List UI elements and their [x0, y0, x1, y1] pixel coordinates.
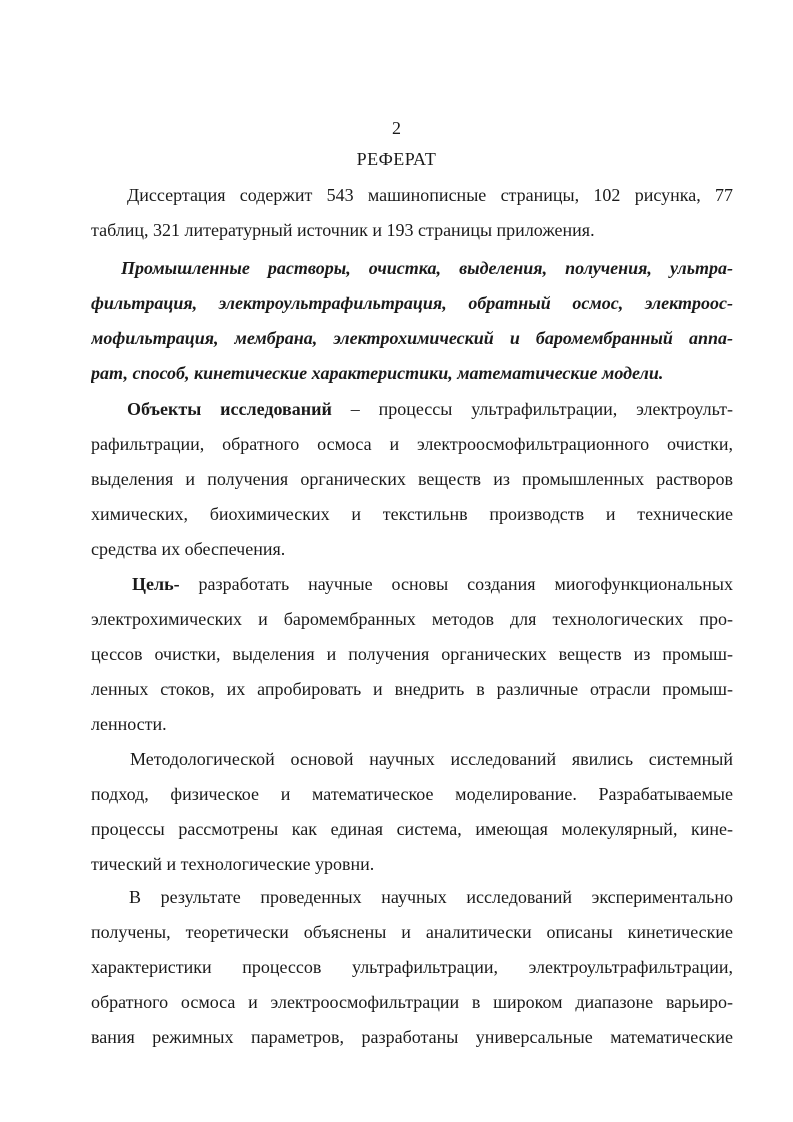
text-line: вания режимных параметров, разработаны универсальные математические	[91, 1027, 733, 1047]
text-line: ленности.	[91, 714, 167, 734]
keywords-line: Промышленные растворы, очистка, выделения, получения, ультра-	[121, 258, 733, 278]
text-line: средства их обеспечения.	[91, 539, 286, 559]
text-line: рафильтрации, обратного осмоса и электроосмофильтрационного очистки,	[91, 434, 733, 454]
objects-label: Объекты исследований	[127, 399, 332, 419]
text-line: ленных стоков, их апробировать и внедрить в различные отрасли промыш-	[91, 679, 733, 699]
text-line: выделения и получения органических веществ из промышленных растворов	[91, 469, 733, 489]
goal-first-line-text: разработать научные основы создания миогофункциональных	[179, 574, 733, 594]
text-line: В результате проведенных научных исследований экспериментально	[129, 887, 733, 907]
text-line: характеристики процессов ультрафильтрации, электроультрафильтрации,	[91, 957, 733, 977]
text-line: подход, физическое и математическое моделирование. Разрабатываемые	[91, 784, 733, 804]
text-line: обратного осмоса и электроосмофильтрации в широком диапазоне варьиро-	[91, 992, 733, 1012]
text-line: получены, теоретически объяснены и аналитически описаны кинетические	[91, 922, 733, 942]
text-line: Диссертация содержит 543 машинописные страницы, 102 рисунка, 77	[127, 185, 733, 205]
page-number: 2	[392, 118, 401, 138]
keywords-line: фильтрация, электроультрафильтрация, обратный осмос, электроос-	[91, 293, 733, 313]
objects-first-line-text: – процессы ультрафильтрации, электроульт-	[331, 399, 733, 419]
goal-first-line	[132, 573, 733, 595]
text-line: процессы рассмотрены как единая система, имеющая молекулярный, кине-	[91, 819, 733, 839]
text-line: таблиц, 321 литературный источник и 193 страницы приложения.	[91, 220, 595, 240]
text-line: электрохимических и баромембранных методов для технологических про-	[91, 609, 733, 629]
page-title: РЕФЕРАТ	[356, 149, 437, 169]
keywords-line: рат, способ, кинетические характеристики, математические модели.	[91, 363, 664, 383]
objects-first-line	[127, 398, 733, 420]
goal-label: Цель-	[132, 574, 180, 594]
text-line: Методологической основой научных исследований явились системный	[130, 749, 733, 769]
keywords-line: мофильтрация, мембрана, электрохимический и баромембранный аппа-	[91, 328, 733, 348]
text-line: химических, биохимических и текстильнв производств и технические	[91, 504, 733, 524]
text-line: цессов очистки, выделения и получения органических веществ из промыш-	[91, 644, 733, 664]
text-line: тический и технологические уровни.	[91, 854, 375, 874]
